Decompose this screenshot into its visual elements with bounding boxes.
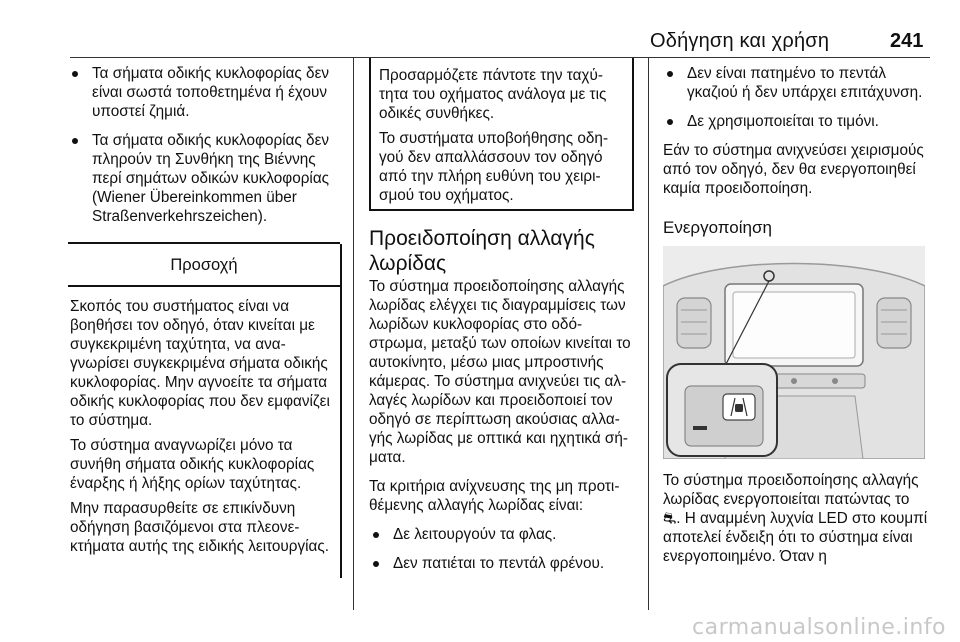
list-item: Δεν είναι πατημένο το πεντάλ γκαζιού ή δεν υπάρχει επιτάχυνση.: [663, 64, 928, 102]
list-item: Τα σήματα οδικής κυκλοφορίας δεν είναι σωστά τοποθετημένα ή έχουν υποστεί ζημιά.: [68, 64, 340, 121]
watermark-text: carmanualsonline.info: [692, 615, 946, 640]
warning-paragraph: Σκοπός του συστήματος είναι να βοηθήσει τον οδηγό, όταν κινείται με συγκεκριμένη ταχύτητα, να αναγνωρίσει συγκεκριμένα σήματα οδικής κυκλοφορίας. Μην αγνοείτε τα σήματα οδικής κυκλοφορίας που δεν εμφανίζει το σύστημα.: [70, 298, 330, 429]
note-paragraph: Προσαρμόζετε πάντοτε την ταχύτητα του οχήματος ανάλογα με τις οδικές συνθήκες.: [379, 67, 607, 122]
activation-text: [663, 471, 929, 576]
list-item: Δε λειτουργούν τα φλας.: [369, 525, 632, 544]
column-1: [68, 64, 340, 236]
section-body: [369, 277, 632, 583]
body-paragraph: Το σύστημα προειδοποίησης αλλαγής λωρίδας ενεργοποιείται πατώντας το ⛐. Η αναμμένη λυχνία LED στο κουμπί αποτελεί ένδειξη ότι το σύστημα είναι ενεργοποιημένο. Όταν η: [663, 472, 928, 565]
subsection-title: Ενεργοποίηση: [663, 218, 772, 237]
dashboard-illustration: [663, 246, 925, 459]
warning-body: [68, 287, 340, 556]
section-title: Προειδοποίηση αλλαγής λωρίδας: [369, 227, 595, 275]
column-divider-2: [648, 58, 649, 610]
dashboard-figure: [663, 246, 925, 459]
column-3: [663, 64, 928, 208]
list-item: Δε χρησιμοποιείται το τιμόνι.: [663, 112, 928, 131]
body-paragraph: Το σύστημα προειδοποίησης αλλαγής λωρίδας ελέγχει τις διαγραμμίσεις των λωρίδων κυκλοφορίας στο οδόστρωμα, μεταξύ των οποίων κινείται το αυτοκίνητο, μέσω μιας μπροστινής κάμερας. Το σύστημα ανιχνεύει τις αλλαγές λωρίδων και προειδοποιεί τον οδηγό σε περίπτωση ακούσιας αλλαγής λωρίδας με οπτικά και ηχητικά σήματα.: [369, 278, 631, 466]
bullet-list: [663, 64, 928, 131]
body-paragraph: Τα κριτήρια ανίχνευσης της μη προτιθέμενης αλλαγής λωρίδας είναι:: [369, 478, 620, 514]
warning-paragraph: Το σύστημα αναγνωρίζει μόνο τα συνήθη σήματα οδικής κυκλοφορίας έναρξης ή λήξης ορίων ταχύτητας.: [70, 437, 315, 492]
page-number: 241: [890, 30, 924, 52]
column-divider-1: [353, 58, 354, 610]
note-paragraph: Το συστήματα υποβοήθησης οδηγού δεν απαλλάσσουν τον οδηγό από την πλήρη ευθύνη του χειρισμού του οχήματος.: [379, 130, 609, 204]
warning-box-border: [340, 244, 342, 578]
list-item: Τα σήματα οδικής κυκλοφορίας δεν πληρούν τη Συνθήκη της Βιέννης περί σημάτων οδικών κυκλοφορίας (Wiener Übereinkommen über Straßenverkehrszeichen).: [68, 131, 340, 226]
bullet-list: [68, 64, 340, 226]
body-paragraph: Εάν το σύστημα ανιχνεύσει χειρισμούς από τον οδηγό, δεν θα ενεργοποιηθεί καμία προειδοποίηση.: [663, 142, 924, 197]
warning-title: Προσοχή: [68, 244, 340, 287]
list-item: Δεν πατιέται το πεντάλ φρένου.: [369, 554, 632, 573]
warning-paragraph: Μην παρασυρθείτε σε επικίνδυνη οδήγηση βασιζόμενοι στα πλεονεκτήματα αυτής της ειδικής λειτουργίας.: [70, 500, 330, 555]
bullet-list: [369, 525, 632, 573]
page-header: [0, 0, 960, 58]
warning-box: [68, 242, 340, 578]
note-box: [369, 58, 634, 211]
chapter-title: Οδήγηση και χρήση: [650, 30, 830, 52]
